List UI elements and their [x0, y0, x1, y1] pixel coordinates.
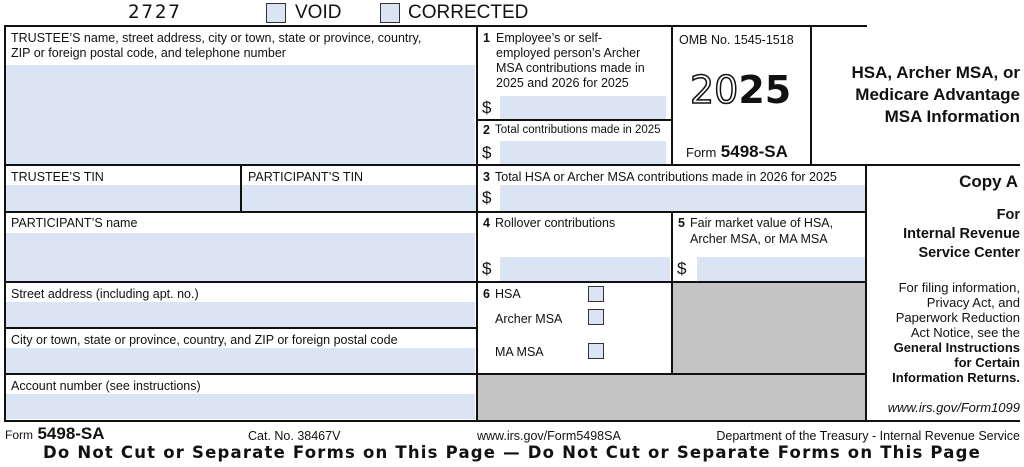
box4-label: Rollover contributions	[495, 216, 616, 230]
footer-form	[5, 424, 105, 444]
corrected-checkbox[interactable]	[380, 3, 400, 23]
box3-field[interactable]	[500, 185, 865, 211]
footer-form-number: 5498-SA	[37, 424, 105, 443]
form-number: 5498-SA	[720, 142, 788, 161]
copy-for	[868, 206, 1020, 263]
box2-field[interactable]	[500, 141, 666, 164]
form-word: Form	[686, 145, 717, 160]
form-title	[812, 62, 1020, 128]
form-url: www.irs.gov/Form5498SA	[477, 429, 621, 443]
participant-tin-label: PARTICIPANT’S TIN	[248, 170, 364, 184]
year-prefix: 20	[690, 68, 739, 112]
box1-label: Employee’s or self-	[496, 31, 603, 45]
box1-label: employed person’s Archer	[496, 46, 641, 60]
copy-for-line: Internal Revenue	[903, 226, 1020, 242]
corrected-label: CORRECTED	[408, 2, 529, 23]
copy-info-line: Privacy Act, and	[926, 295, 1020, 310]
dollar-sign: $	[677, 259, 687, 278]
account-field[interactable]	[6, 394, 475, 419]
dollar-sign: $	[482, 143, 492, 162]
trustee-name-field[interactable]	[6, 65, 475, 165]
copy-title: Copy A	[959, 172, 1018, 191]
divider	[4, 211, 867, 213]
copy-info-line: Act Notice, see the	[910, 325, 1020, 340]
copy-info-line: Paperwork Reduction	[895, 310, 1020, 325]
box4-field[interactable]	[500, 257, 670, 281]
dollar-sign: $	[482, 188, 492, 207]
box1-label: 2025 and 2026 for 2025	[496, 76, 629, 90]
account-label: Account number (see instructions)	[11, 379, 201, 393]
trustee-name-label-2: ZIP or foreign postal code, and telephone number	[11, 46, 286, 60]
year-suffix: 25	[738, 68, 792, 112]
hsa-checkbox[interactable]	[588, 286, 604, 302]
copy-info	[868, 280, 1020, 385]
divider	[4, 25, 6, 422]
divider	[477, 119, 672, 121]
participant-tin-field[interactable]	[242, 185, 476, 211]
divider	[476, 25, 478, 422]
divider	[671, 211, 673, 375]
department: Department of the Treasury - Internal Revenue Service	[716, 429, 1020, 443]
void-checkbox[interactable]	[266, 3, 286, 23]
void-label: VOID	[295, 2, 342, 23]
copy-for-line: Service Center	[918, 245, 1020, 261]
box4-number: 4	[483, 216, 490, 230]
divider	[865, 164, 867, 422]
divider	[4, 327, 477, 329]
street-label: Street address (including apt. no.)	[11, 287, 199, 301]
box1-number: 1	[483, 31, 490, 45]
box6-mamsa-label: MA MSA	[495, 345, 544, 359]
copy-info-line: For filing information,	[898, 280, 1020, 295]
tax-year	[690, 70, 791, 110]
box5-label: Fair market value of HSA,	[690, 216, 834, 230]
city-label: City or town, state or province, country, and ZIP or foreign postal code	[11, 333, 398, 347]
box2-number: 2	[483, 123, 490, 137]
divider	[671, 25, 673, 166]
divider	[4, 373, 867, 375]
box1-field[interactable]	[500, 96, 666, 119]
participant-name-field[interactable]	[6, 233, 475, 281]
dollar-sign: $	[482, 98, 492, 117]
box5-label: Archer MSA, or MA MSA	[690, 232, 828, 246]
copy-info-line: for Certain	[954, 355, 1020, 370]
copy-info-line: Information Returns.	[892, 370, 1020, 385]
title-line: MSA Information	[884, 107, 1020, 126]
street-field[interactable]	[6, 302, 475, 327]
divider	[240, 164, 242, 213]
box3-label: Total HSA or Archer MSA contributions made in 2026 for 2025	[495, 170, 837, 184]
city-field[interactable]	[6, 348, 475, 373]
title-line: Medicare Advantage	[855, 85, 1020, 104]
box6-hsa-label: HSA	[495, 287, 521, 301]
box6-archer-label: Archer MSA	[495, 312, 563, 326]
divider	[4, 25, 867, 27]
trustee-tin-field[interactable]	[6, 185, 240, 211]
footer-form-word: Form	[5, 428, 33, 442]
ma-msa-checkbox[interactable]	[588, 343, 604, 359]
dollar-sign: $	[482, 259, 492, 278]
divider	[4, 281, 867, 283]
box6-number: 6	[483, 287, 490, 301]
trustee-tin-label: TRUSTEE’S TIN	[11, 170, 104, 184]
cut-warning: Do Not Cut or Separate Forms on This Page — Do Not Cut or Separate Forms on This Page	[42, 443, 982, 462]
box5-number: 5	[678, 216, 685, 230]
shaded-area	[672, 282, 865, 374]
copy-info-line: General Instructions	[893, 340, 1020, 355]
box5-field[interactable]	[697, 257, 865, 281]
box3-number: 3	[483, 170, 490, 184]
form-name	[686, 142, 788, 162]
trustee-name-label: TRUSTEE’S name, street address, city or town, state or province, country,	[11, 31, 422, 45]
divider	[4, 420, 1020, 422]
copy-for-line: For	[996, 207, 1020, 223]
box1-label: MSA contributions made in	[496, 61, 645, 75]
omb-number: OMB No. 1545-1518	[679, 33, 794, 47]
shaded-area	[477, 374, 865, 420]
title-line: HSA, Archer MSA, or	[851, 63, 1020, 82]
cat-number: Cat. No. 38467V	[248, 429, 341, 443]
archer-msa-checkbox[interactable]	[588, 309, 604, 325]
box2-label: Total contributions made in 2025	[495, 124, 661, 136]
copy-website: www.irs.gov/Form1099	[887, 400, 1020, 415]
form-code: 2727	[128, 1, 182, 23]
divider	[4, 164, 1020, 166]
participant-name-label: PARTICIPANT’S name	[11, 216, 138, 230]
